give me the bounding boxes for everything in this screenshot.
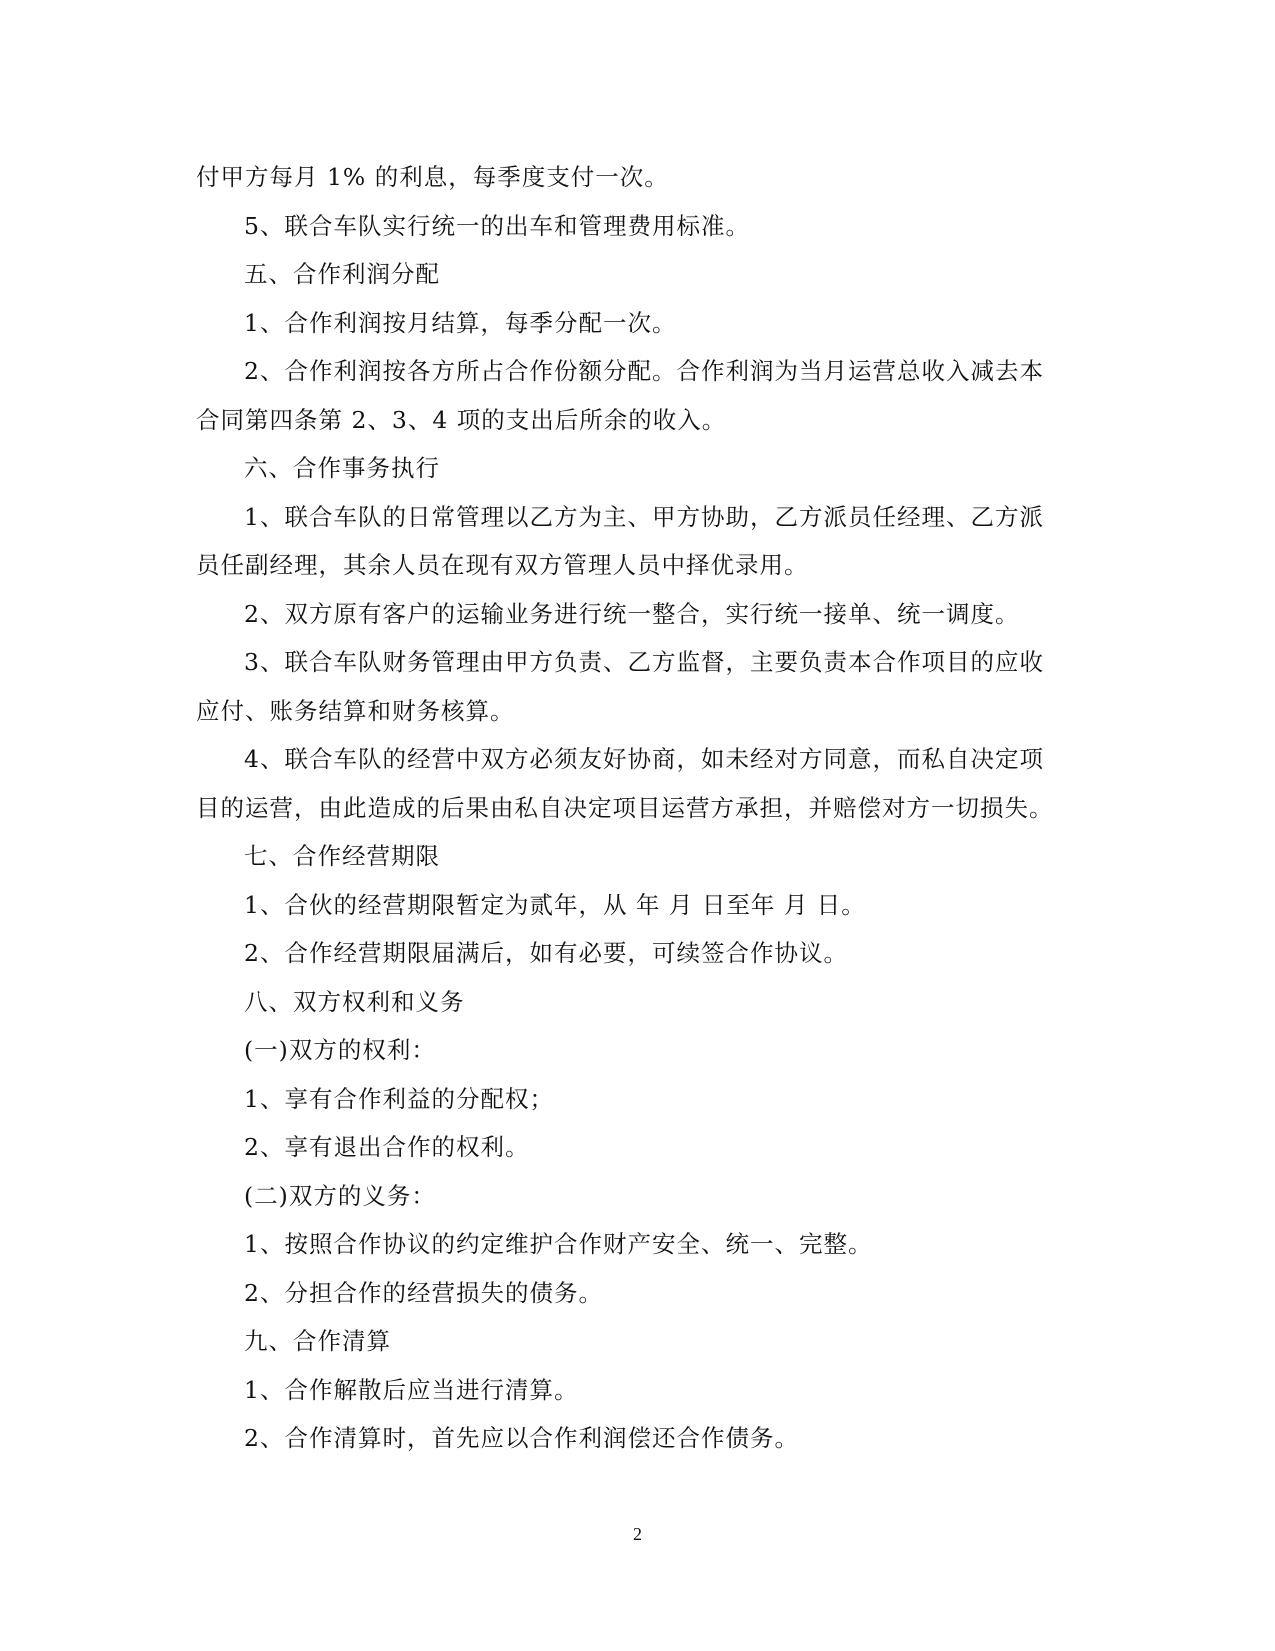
document-body [196,153,1054,1463]
section-heading: 五、合作利润分配 [244,260,440,288]
paragraph-continuation: 合同第四条第 2、3、4 项的支出后所余的收入。 [196,405,727,434]
clause-item: 4、联合车队的经营中双方必须友好协商，如未经对方同意，而私自决定项 [244,745,1044,773]
subsection-heading: (一)双方的权利： [244,1036,436,1064]
section-heading: 八、双方权利和义务 [244,987,465,1016]
clause-item: 1、联合车队的日常管理以乙方为主、甲方协助，乙方派员任经理、乙方派 [244,502,1044,531]
section-heading: 六、合作事务执行 [244,454,440,482]
paragraph-continuation: 付甲方每月 1% 的利息，每季度支付一次。 [196,163,669,191]
subsection-heading: (二)双方的义务： [244,1181,436,1210]
page-number: 2 [633,1524,642,1544]
section-heading: 九、合作清算 [244,1327,391,1355]
clause-item: 1、按照合作协议的约定维护合作财产安全、统一、完整。 [244,1230,873,1258]
clause-item: 2、合作利润按各方所占合作份额分配。合作利润为当月运营总收入减去本 [244,357,1044,385]
clause-item: 5、联合车队实行统一的出车和管理费用标准。 [244,211,750,240]
clause-item: 2、合作清算时，首先应以合作利润偿还合作债务。 [244,1424,799,1452]
clause-item: 3、联合车队财务管理由甲方负责、乙方监督，主要负责本合作项目的应收 [244,648,1044,676]
clause-item: 2、双方原有客户的运输业务进行统一整合，实行统一接单、统一调度。 [244,599,1020,628]
clause-item: 1、合作利润按月结算，每季分配一次。 [244,308,677,337]
paragraph-continuation: 目的运营，由此造成的后果由私自决定项目运营方承担，并赔偿对方一切损失。 [196,793,1054,822]
paragraph-continuation: 员任副经理，其余人员在现有双方管理人员中择优录用。 [196,551,809,579]
clause-item: 1、享有合作利益的分配权； [244,1084,554,1113]
clause-item: 1、合伙的经营期限暂定为贰年，从 年 月 日至年 月 日。 [244,890,866,919]
clause-item: 2、享有退出合作的权利。 [244,1133,530,1161]
clause-item: 1、合作解散后应当进行清算。 [244,1375,579,1404]
clause-item: 2、分担合作的经营损失的债务。 [244,1278,603,1307]
section-heading: 七、合作经营期限 [244,842,440,870]
clause-item: 2、合作经营期限届满后，如有必要，可续签合作协议。 [244,939,848,967]
paragraph-continuation: 应付、账务结算和财务核算。 [196,696,515,725]
